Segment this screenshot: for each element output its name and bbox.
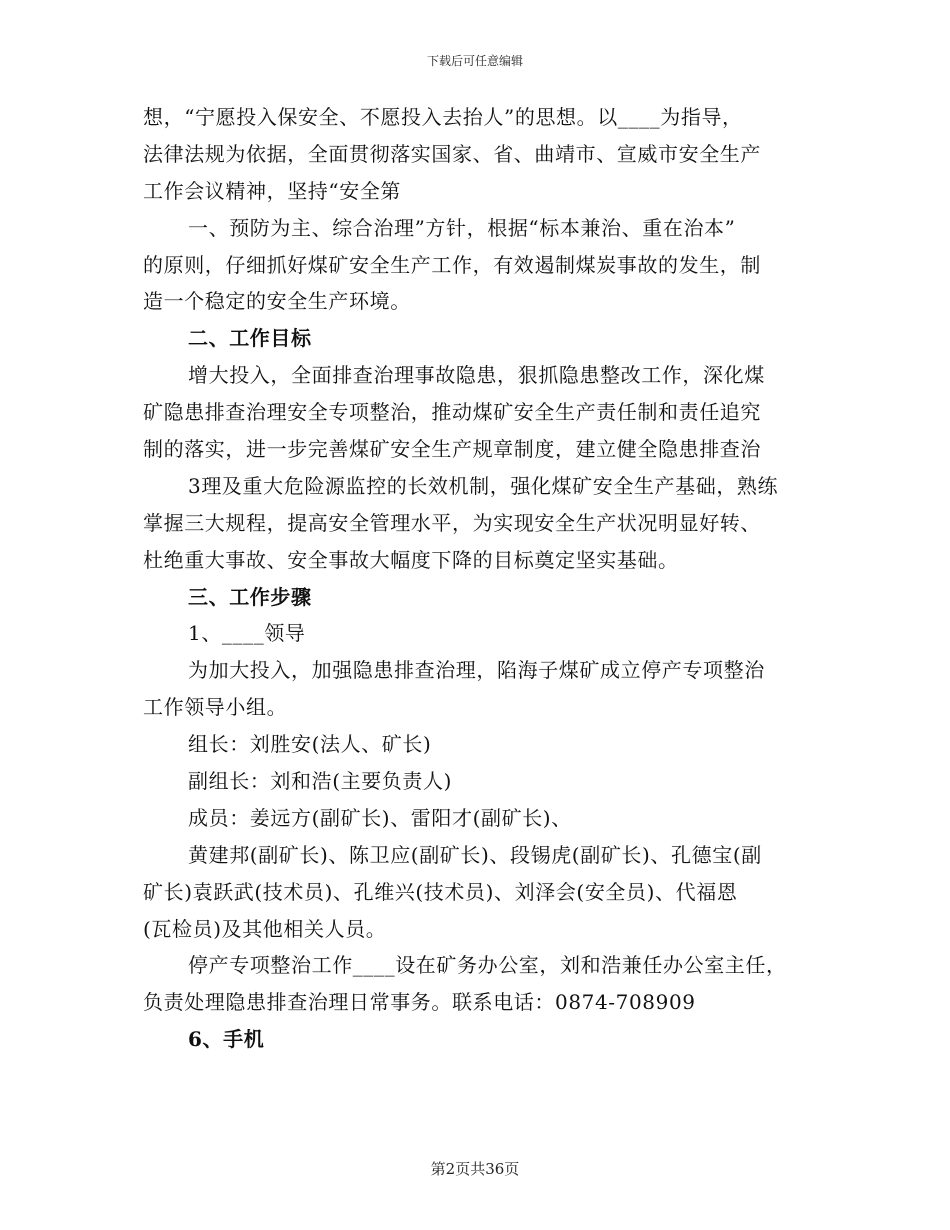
paragraph-line: 黄建邦(副矿长)、陈卫应(副矿长)、段锡虎(副矿长)、孔德宝(副 [188, 842, 762, 867]
paragraph-line: 成员：姜远方(副矿长)、雷阳才(副矿长)、 [188, 805, 572, 830]
paragraph-line: 工作领导小组。 [143, 695, 288, 720]
paragraph-line: 制的落实，进一步完善煤矿安全生产规章制度，建立健全隐患排查治 [143, 437, 761, 462]
section-heading: 二、工作目标 [188, 326, 312, 351]
paragraph-line: 掌握三大规程，提高安全管理水平，为实现安全生产状况明显好转、 [143, 510, 761, 535]
paragraph-line: (瓦检员)及其他相关人员。 [143, 916, 387, 941]
subsection-heading: 1、____领导 [188, 621, 306, 646]
paragraph-line: 一、预防为主、综合治理”方针，根据“标本兼治、重在治本” [188, 215, 736, 240]
paragraph-line: 增大投入，全面排查治理事故隐患，狠抓隐患整改工作，深化煤 [188, 363, 765, 388]
page-number: 第2页共36页 [430, 1160, 520, 1178]
paragraph-line: 杜绝重大事故、安全事故大幅度下降的目标奠定坚实基础。 [143, 547, 679, 572]
paragraph-line: 法律法规为依据，全面贯彻落实国家、省、曲靖市、宣威市安全生产 [143, 141, 761, 166]
paragraph-line: 为加大投入，加强隐患排查治理，陷海子煤矿成立停产专项整治 [188, 658, 765, 683]
paragraph-line: 造一个稳定的安全生产环境。 [143, 289, 411, 314]
paragraph-line: 工作会议精神，坚持“安全第 [143, 178, 402, 203]
paragraph-line: 停产专项整治工作____设在矿务办公室，刘和浩兼任办公室主任， [188, 953, 787, 978]
page-header: 下载后可任意编辑 [426, 54, 523, 68]
paragraph-line: 矿长)袁跃武(技术员)、孔维兴(技术员)、刘泽会(安全员)、代福恩 [143, 879, 738, 904]
paragraph-line: 矿隐患排查治理安全专项整治，推动煤矿安全生产责任制和责任追究 [143, 400, 761, 425]
paragraph-line: 想，“宁愿投入保安全、不愿投入去抬人”的思想。以____为指导， [143, 105, 743, 129]
paragraph-line: 3理及重大危险源监控的长效机制，强化煤矿安全生产基础，熟练 [188, 473, 779, 498]
paragraph-line: 组长：刘胜安(法人、矿长) [188, 732, 432, 757]
paragraph-line: 副组长：刘和浩(主要负责人) [188, 769, 453, 794]
paragraph-line: 的原则，仔细抓好煤矿安全生产工作，有效遏制煤炭事故的发生，制 [143, 252, 761, 277]
paragraph-line: 负责处理隐患排查治理日常事务。联系电话：0874-708909 [143, 990, 696, 1015]
subsection-heading: 6、手机 [188, 1027, 265, 1052]
document-body [143, 107, 811, 1066]
section-heading: 三、工作步骤 [188, 584, 312, 609]
